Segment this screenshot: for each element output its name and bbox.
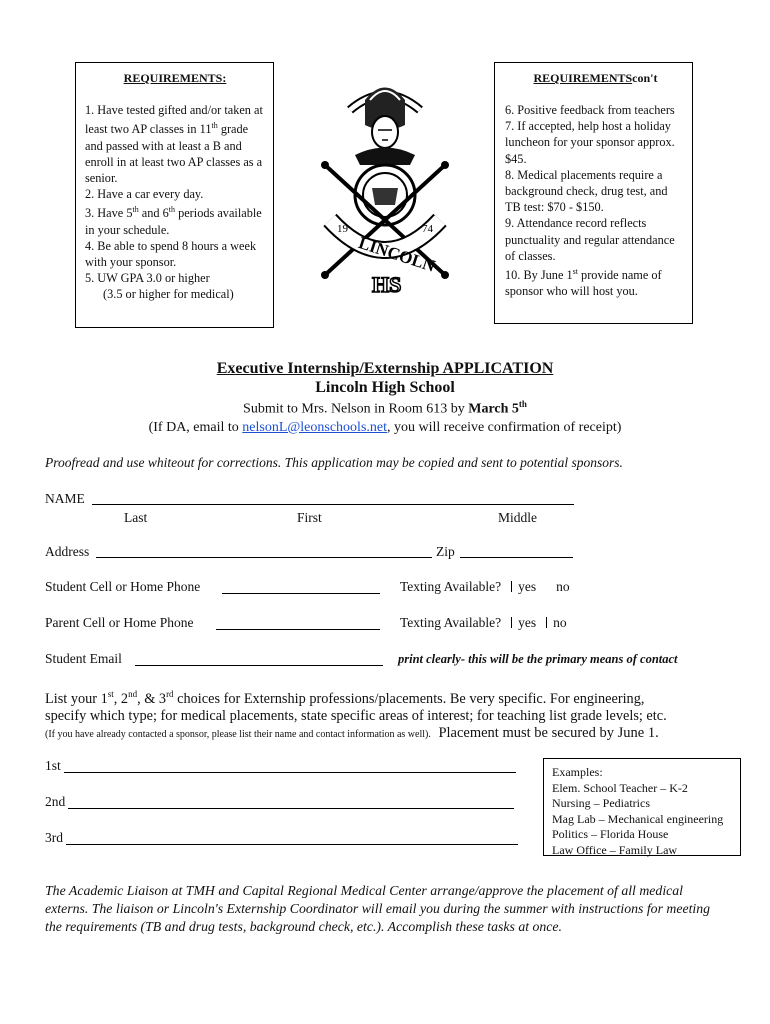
no-checkbox[interactable] (546, 617, 547, 628)
student-email-label: Student Email (45, 651, 122, 666)
logo-school-word: LINCOLN (356, 233, 438, 276)
no-option[interactable]: no (556, 579, 570, 594)
second-choice-label: 2nd (45, 794, 66, 809)
requirement-item: 5. UW GPA 3.0 or higher (85, 271, 210, 286)
yes-checkbox[interactable] (511, 581, 512, 592)
requirement-item: 8. Medical placements require a background check, drug test, and TB test: $70 - $150. (505, 167, 668, 215)
first-name-caption: First (297, 510, 322, 525)
requirement-item: (3.5 or higher for medical) (103, 287, 234, 302)
trojan-crest-icon (310, 70, 460, 302)
student-texting: Texting Available? yes no (400, 579, 570, 594)
name-label: NAME (45, 491, 85, 506)
coordinator-email-link[interactable]: nelsonL@leonschools.net (242, 419, 387, 435)
zip-field[interactable] (460, 557, 573, 558)
proofread-instructions: Proofread and use whiteout for corrections. This application may be copied and sent to potential sponsors. (45, 455, 623, 470)
zip-label: Zip (436, 544, 455, 559)
submit-instructions: Submit to Mrs. Nelson in Room 613 by March 5th (243, 399, 527, 417)
middle-name-caption: Middle (498, 510, 537, 525)
address-label: Address (45, 544, 90, 559)
requirement-item: 1. Have tested gifted and/or taken at least two AP classes in 11th grade and passed with at least a B and enroll in at least two AP classes as a senior. (85, 103, 263, 185)
requirement-item: 10. By June 1st provide name of sponsor who will host you. (505, 267, 662, 299)
third-choice-field[interactable] (66, 844, 518, 845)
school-name: Lincoln High School (315, 379, 455, 396)
requirements-box-right (494, 62, 693, 324)
example-item: Elem. School Teacher – K-2 (552, 780, 688, 795)
example-item: Politics – Florida House (552, 827, 669, 841)
parent-phone-field[interactable] (216, 629, 380, 630)
student-phone-label: Student Cell or Home Phone (45, 579, 201, 594)
requirement-item: 7. If accepted, help host a holiday luncheon for your sponsor approx. $45. (505, 119, 675, 166)
requirements-box-left (75, 62, 274, 328)
requirements-title: REQUIREMENTS: (123, 71, 227, 85)
requirements-title-continued: REQUIREMENTScon't (533, 71, 658, 85)
requirement-item: 4. Be able to spend 8 hours a week with your sponsor. (85, 238, 257, 270)
examples-box (543, 758, 741, 856)
first-choice-label: 1st (45, 758, 61, 773)
address-field[interactable] (96, 557, 432, 558)
student-email-field[interactable] (135, 665, 383, 666)
parent-phone-label: Parent Cell or Home Phone (45, 615, 194, 630)
example-item: Mag Lab – Mechanical engineering (552, 811, 724, 826)
student-phone-field[interactable] (222, 593, 380, 594)
email-note: print clearly- this will be the primary means of contact (398, 652, 678, 666)
logo-monogram: HS (372, 272, 402, 297)
liaison-note: The Academic Liaison at TMH and Capital Regional Medical Center arrange/approve the placement of all medical externs. The liaison or Lincoln's Externship Coordinator will email you during the summer with instructions for meeting the requirements (TB and drug tests, background check, etc.). Accomplish these tasks at once. (45, 883, 711, 934)
yes-checkbox[interactable] (511, 617, 512, 628)
application-header (0, 360, 770, 436)
third-choice-label: 3rd (45, 830, 63, 845)
first-choice-field[interactable] (64, 772, 516, 773)
parent-texting: Texting Available? yes no (400, 615, 567, 630)
example-item: Nursing – Pediatrics (552, 796, 650, 810)
second-choice-field[interactable] (68, 808, 514, 809)
requirement-item: 2. Have a car every day. (85, 187, 204, 202)
requirement-item: 3. Have 5th and 6th periods available in your schedule. (85, 205, 262, 237)
requirement-item: 9. Attendance record reflects punctuality and regular attendance of classes. (505, 216, 675, 263)
requirements-list-continued (505, 102, 686, 300)
requirements-list (85, 102, 265, 303)
choices-instructions: List your 1st, 2nd, & 3rd choices for Externship professions/placements. Be very specific. For engineering, specify which type; for medical placements, state specific areas of interest; for teaching list grade levels; etc. (If you have already contacted a sponsor, please list their name and contact information as well). Placement must be secured by June 1. (45, 689, 667, 741)
lincoln-logo (310, 70, 460, 302)
examples-title: Examples: (552, 765, 603, 779)
name-field[interactable] (92, 504, 574, 505)
requirement-item: 6. Positive feedback from teachers (505, 103, 675, 117)
example-item: Law Office – Family Law (552, 842, 678, 857)
email-instructions: (If DA, email to nelsonL@leonschools.net, you will receive confirmation of receipt) (148, 419, 622, 435)
page-title: Executive Internship/Externship APPLICATION (216, 360, 554, 377)
last-name-caption: Last (124, 510, 148, 525)
logo-year-right: 74 (422, 223, 433, 235)
logo-year-left: 19 (337, 223, 348, 235)
